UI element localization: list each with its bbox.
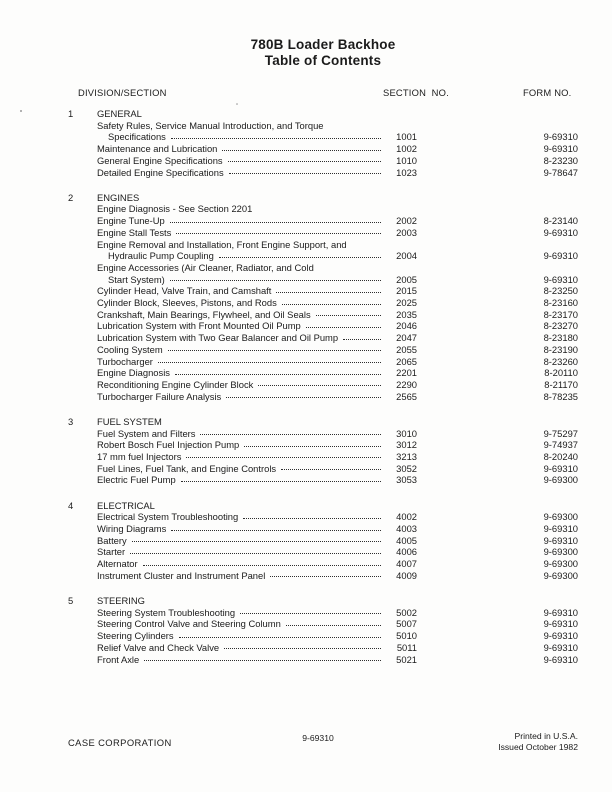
toc-entry-line [97, 167, 578, 179]
dot-leader [243, 518, 381, 519]
toc-entry-line [97, 546, 578, 558]
section-number: 2047 [396, 332, 417, 344]
toc [68, 108, 578, 679]
footer-printed-in: Printed in U.S.A. [514, 731, 578, 741]
division-title: GENERAL [97, 108, 142, 119]
toc-entry-line [97, 227, 578, 239]
dot-leader [144, 660, 381, 661]
toc-division [68, 595, 578, 665]
section-number: 4003 [396, 523, 417, 534]
dot-leader [181, 481, 381, 482]
division-header [97, 416, 578, 428]
form-number: 9-69310 [543, 273, 578, 285]
section-number: 3010 [396, 427, 417, 439]
dot-leader [276, 292, 381, 293]
form-number: 9-69310 [543, 606, 578, 618]
section-number: 2201 [396, 367, 417, 379]
toc-entry-line [97, 309, 578, 321]
entry-title: Battery [97, 534, 127, 546]
entry-title: Lubrication System with Two Gear Balancer and Oil Pump [97, 332, 339, 344]
section-number: 3052 [396, 462, 417, 474]
dot-leader [282, 304, 381, 305]
footer-company: CASE CORPORATION [68, 737, 172, 748]
division-number: 2 [68, 191, 74, 203]
entry-title: General Engine Specifications [97, 154, 223, 166]
toc-entry-line [97, 274, 578, 286]
footer-form-number: 9-69310 [302, 733, 334, 743]
toc-entry-line [97, 439, 578, 451]
entry-title: Engine Removal and Installation, Front Engine Support, and [97, 238, 347, 250]
entry-title: Robert Bosch Fuel Injection Pump [97, 439, 240, 451]
entry-title: Front Axle [97, 653, 140, 665]
form-number: 8-23270 [543, 320, 578, 332]
toc-entry-line [97, 607, 578, 619]
form-number: 8-23190 [543, 343, 578, 355]
toc-entry-line [97, 463, 578, 475]
form-number: 9-69300 [543, 474, 578, 486]
form-number: 9-69310 [543, 143, 578, 155]
toc-entry-line [97, 155, 578, 167]
section-number: 1010 [396, 154, 417, 166]
section-number: 5010 [396, 630, 417, 642]
toc-entry-line [97, 618, 578, 630]
form-number: 8-23160 [543, 297, 578, 309]
toc-entry-line [97, 285, 578, 297]
dot-leader [132, 541, 381, 542]
dot-leader [171, 530, 381, 531]
division-title: ELECTRICAL [97, 499, 155, 511]
dot-leader [171, 138, 381, 139]
dot-leader [270, 576, 381, 577]
division-title: STEERING [97, 595, 145, 607]
toc-entry-line [97, 523, 578, 535]
form-number: 9-69310 [543, 618, 578, 630]
page-title [68, 37, 578, 69]
division-number: 5 [68, 595, 74, 607]
dot-leader [179, 637, 381, 638]
division-title: ENGINES [97, 191, 140, 203]
toc-entry-line [97, 474, 578, 486]
section-number: 4002 [396, 511, 417, 523]
entry-title: Relief Valve and Check Valve [97, 641, 220, 653]
entry-title: Detailed Engine Specifications [97, 166, 224, 178]
entry-title: Fuel Lines, Fuel Tank, and Engine Controls [97, 462, 277, 474]
dot-leader [175, 374, 381, 375]
division-header [97, 108, 578, 120]
entry-title: Cylinder Head, Valve Train, and Camshaft [97, 285, 272, 297]
division-header [97, 500, 578, 512]
form-number: 9-69310 [543, 523, 578, 534]
toc-entry-line [97, 570, 578, 582]
form-number: 9-69310 [543, 534, 578, 546]
form-number: 9-74937 [543, 439, 578, 451]
section-number: 2046 [396, 320, 417, 332]
form-number: 8-23180 [543, 332, 578, 344]
dot-leader [229, 173, 381, 174]
form-number: 9-69310 [543, 131, 578, 143]
entry-title: Steering Control Valve and Steering Column [97, 618, 281, 630]
entry-title: Maintenance and Lubrication [97, 143, 218, 155]
toc-entry-line [97, 630, 578, 642]
dot-leader [143, 565, 381, 566]
toc-entry-line [97, 320, 578, 332]
section-number: 2055 [396, 343, 417, 355]
dot-leader [222, 150, 381, 151]
section-number: 1002 [396, 143, 417, 155]
entry-title: Engine Accessories (Air Cleaner, Radiator, and Cold [97, 261, 314, 273]
entry-title: Lubrication System with Front Mounted Oil Pump [97, 320, 301, 332]
section-number: 2025 [396, 297, 417, 309]
entry-title: Reconditioning Engine Cylinder Block [97, 378, 254, 390]
dot-leader [226, 397, 381, 398]
page-title-line2: Table of Contents [264, 53, 382, 68]
entry-title: Starter [97, 546, 126, 558]
division-number: 1 [68, 108, 74, 119]
entry-title: Electrical System Troubleshooting [97, 511, 239, 523]
form-number: 8-23230 [543, 154, 578, 166]
toc-division [68, 108, 578, 178]
form-number: 8-23170 [543, 308, 578, 320]
dot-leader [158, 362, 381, 363]
entry-title: Turbocharger Failure Analysis [97, 390, 222, 402]
toc-entry-line [97, 332, 578, 344]
entry-title: Engine Tune-Up [97, 215, 165, 227]
entry-title: Specifications [108, 131, 166, 143]
dot-leader [130, 553, 381, 554]
footer-issued-date: Issued October 1982 [498, 742, 578, 752]
toc-entry-line [97, 558, 578, 570]
entry-title: Engine Diagnosis [97, 367, 170, 379]
toc-entry-line [97, 379, 578, 391]
toc-entry-line [97, 344, 578, 356]
entry-title: Electric Fuel Pump [97, 474, 176, 486]
toc-entry-line [97, 535, 578, 547]
toc-entry-line [97, 215, 578, 227]
toc-entry-line [97, 642, 578, 654]
toc-entry-line [97, 131, 578, 143]
form-number: 9-69300 [543, 558, 578, 570]
entry-title: 17 mm fuel Injectors [97, 450, 182, 462]
section-number: 2004 [396, 250, 417, 262]
toc-entry-line [97, 511, 578, 523]
division-header [97, 192, 578, 204]
form-number: 9-69310 [543, 462, 578, 474]
dot-leader [286, 625, 381, 626]
section-number: 5007 [396, 618, 417, 630]
toc-entry-line [97, 250, 578, 262]
entry-title: Crankshaft, Main Bearings, Flywheel, and Oil Seals [97, 308, 311, 320]
toc-entry-line [97, 297, 578, 309]
toc-entry-line [97, 356, 578, 368]
entry-title: Instrument Cluster and Instrument Panel [97, 569, 266, 581]
form-number: 8-78235 [543, 390, 578, 402]
section-number: 3053 [396, 474, 417, 486]
dot-leader [168, 350, 381, 351]
footer-print-info [498, 731, 578, 753]
scan-speck [20, 110, 22, 112]
section-number: 2065 [396, 355, 417, 367]
section-number: 2290 [396, 378, 417, 390]
dot-leader [281, 469, 381, 470]
entry-title: Steering System Troubleshooting [97, 606, 236, 618]
dot-leader [228, 161, 381, 162]
section-number: 1023 [396, 166, 417, 178]
dot-leader [240, 613, 381, 614]
form-number: 9-69310 [543, 226, 578, 238]
form-number: 8-21170 [544, 378, 578, 390]
dot-leader [224, 648, 381, 649]
entry-title: Alternator [97, 558, 138, 570]
entry-title: Turbocharger [97, 355, 153, 367]
column-header-form: FORM NO. [523, 87, 572, 98]
toc-division [68, 415, 578, 486]
scan-speck [236, 103, 238, 105]
form-number: 9-69300 [543, 546, 578, 558]
dot-leader [219, 257, 381, 258]
section-number: 1001 [396, 131, 417, 143]
entry-title: Hydraulic Pump Coupling [108, 250, 214, 262]
division-number: 3 [68, 415, 74, 427]
division-header [97, 595, 578, 607]
form-number: 8-23140 [543, 215, 578, 227]
toc-entry-line [97, 654, 578, 666]
page-title-line1: 780B Loader Backhoe [250, 37, 396, 52]
form-number: 8-20110 [544, 367, 578, 379]
section-number: 3012 [396, 439, 417, 451]
form-number: 9-69300 [543, 511, 578, 523]
column-header-division: DIVISION/SECTION [78, 87, 167, 98]
section-number: 2015 [396, 285, 417, 297]
form-number: 9-78647 [543, 166, 578, 178]
division-number: 4 [68, 499, 74, 511]
toc-entry-line [97, 120, 578, 132]
dot-leader [316, 315, 381, 316]
section-number: 4007 [396, 558, 417, 570]
section-number: 4006 [396, 546, 417, 558]
dot-leader [306, 327, 381, 328]
form-number: 9-69310 [543, 641, 578, 653]
entry-title: Start System) [108, 273, 165, 285]
toc-division [68, 499, 578, 582]
entry-title: Cylinder Block, Sleeves, Pistons, and Rods [97, 297, 277, 309]
section-number: 5021 [396, 653, 417, 665]
section-number: 4005 [396, 534, 417, 546]
entry-title: Fuel System and Filters [97, 427, 196, 439]
entry-title: Engine Diagnosis - See Section 2201 [97, 203, 253, 215]
entry-title: Engine Stall Tests [97, 226, 172, 238]
section-number: 5002 [396, 606, 417, 618]
form-number: 9-69300 [543, 569, 578, 581]
form-number: 9-75297 [543, 427, 578, 439]
division-title: FUEL SYSTEM [97, 415, 162, 427]
section-number: 3213 [396, 450, 417, 462]
toc-entry-line [97, 391, 578, 403]
section-number: 2003 [396, 226, 417, 238]
dot-leader [186, 457, 381, 458]
toc-entry-line [97, 239, 578, 251]
section-number: 2005 [396, 273, 417, 285]
section-number: 2002 [396, 215, 417, 227]
dot-leader [176, 233, 381, 234]
form-number: 9-69310 [543, 653, 578, 665]
toc-division [68, 191, 578, 403]
toc-entry-line [97, 203, 578, 215]
dot-leader [200, 434, 381, 435]
column-header-section: SECTION NO. [383, 87, 449, 98]
dot-leader [170, 222, 381, 223]
section-number: 5011 [396, 641, 417, 653]
entry-title: Steering Cylinders [97, 630, 174, 642]
form-number: 8-23250 [543, 285, 578, 297]
toc-entry-line [97, 367, 578, 379]
dot-leader [258, 385, 381, 386]
section-number: 2565 [396, 390, 417, 402]
toc-entry-line [97, 143, 578, 155]
form-number: 9-69310 [543, 630, 578, 642]
dot-leader [244, 446, 381, 447]
toc-entry-line [97, 428, 578, 440]
entry-title: Cooling System [97, 343, 163, 355]
section-number: 4009 [396, 569, 417, 581]
entry-title: Wiring Diagrams [97, 523, 167, 534]
dot-leader [343, 339, 381, 340]
form-number: 8-20240 [543, 450, 578, 462]
toc-entry-line [97, 262, 578, 274]
entry-title: Safety Rules, Service Manual Introduction, and Torque [97, 119, 324, 131]
dot-leader [170, 280, 381, 281]
form-number: 9-69310 [543, 250, 578, 262]
form-number: 8-23260 [543, 355, 578, 367]
section-number: 2035 [396, 308, 417, 320]
toc-entry-line [97, 451, 578, 463]
